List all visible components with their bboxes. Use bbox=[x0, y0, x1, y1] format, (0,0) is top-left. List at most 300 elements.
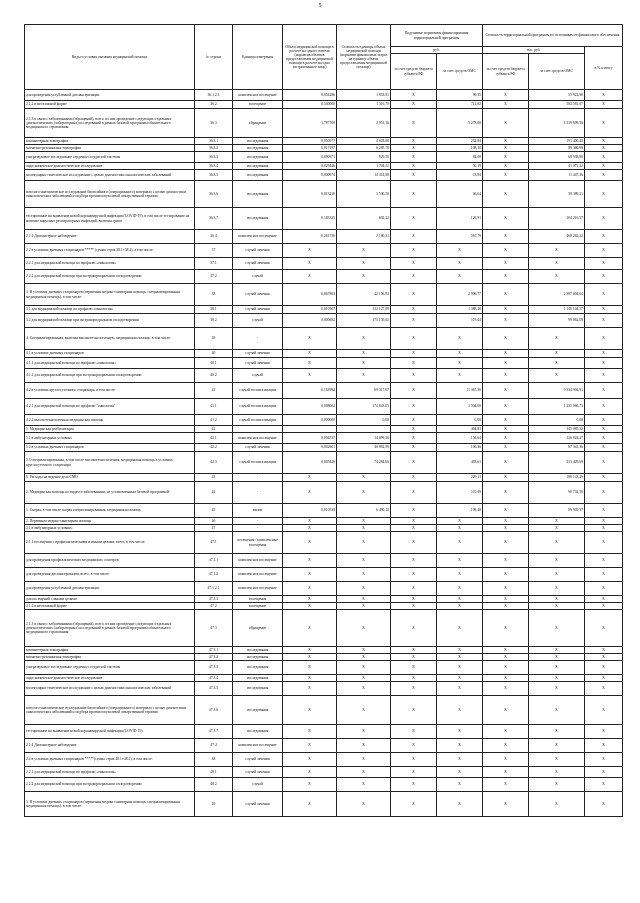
row-volume: X bbox=[283, 767, 337, 778]
row-budget: X bbox=[391, 138, 437, 145]
row-total-budget: X bbox=[483, 753, 529, 767]
row-name: компьютерная томография bbox=[25, 138, 195, 145]
row-unit: случай лечения bbox=[233, 306, 283, 314]
row-name: 2.2.2 для медицинской помощи при экстракорпоральном оплодотворении bbox=[25, 778, 195, 792]
row-pct: X bbox=[585, 675, 623, 682]
row-budget: X bbox=[391, 792, 437, 817]
row-unit: исследования bbox=[233, 208, 283, 230]
row-number: 47.3.6 bbox=[195, 696, 233, 725]
row-pct: X bbox=[585, 163, 623, 170]
row-oms: 110,49 bbox=[437, 482, 483, 504]
row-number: 47.3.3 bbox=[195, 661, 233, 675]
row-pct: X bbox=[585, 582, 623, 596]
row-oms: X bbox=[437, 778, 483, 792]
row-total-oms: 331 429,69 bbox=[529, 452, 585, 474]
row-pct: X bbox=[585, 532, 623, 554]
row-cost: 929,50 bbox=[337, 152, 391, 163]
row-volume: X bbox=[283, 358, 337, 369]
row-pct: X bbox=[585, 328, 623, 350]
row-volume: 0,017197 bbox=[283, 145, 337, 152]
row-total-budget: X bbox=[483, 270, 529, 284]
table-row bbox=[25, 244, 623, 258]
document-page bbox=[24, 24, 622, 817]
row-oms: X bbox=[437, 596, 483, 603]
row-cost: 692,22 bbox=[337, 208, 391, 230]
row-unit: обращение bbox=[233, 109, 283, 138]
row-budget: X bbox=[391, 647, 437, 654]
row-number: 49 bbox=[195, 792, 233, 817]
row-unit: вызов bbox=[233, 504, 283, 518]
row-volume: 0,261736 bbox=[283, 230, 337, 244]
row-cost: X bbox=[337, 554, 391, 568]
table-row bbox=[25, 90, 623, 101]
row-total-oms: X bbox=[529, 753, 585, 767]
row-pct: X bbox=[585, 415, 623, 426]
row-volume: X bbox=[283, 675, 337, 682]
row-oms: X bbox=[437, 603, 483, 610]
row-volume: X bbox=[283, 244, 337, 258]
table-row bbox=[25, 433, 623, 444]
row-cost: X bbox=[337, 244, 391, 258]
header-per-capita: Подушевые нормативы финансирования территориальной программы bbox=[391, 25, 483, 47]
row-cost: 1 704,52 bbox=[337, 163, 391, 170]
row-cost: X bbox=[337, 482, 391, 504]
row-total-oms: X bbox=[529, 270, 585, 284]
table-row bbox=[25, 767, 623, 778]
row-oms: 2 906,77 bbox=[437, 284, 483, 306]
row-unit: посещения / комплексные посещения bbox=[233, 532, 283, 554]
row-oms: X bbox=[437, 610, 483, 647]
row-cost: 14 314,98 bbox=[337, 170, 391, 181]
table-row bbox=[25, 675, 623, 682]
row-volume: 0,010507 bbox=[283, 306, 337, 314]
row-unit: посещение bbox=[233, 101, 283, 109]
page-number: 5 bbox=[318, 3, 322, 9]
row-cost: X bbox=[337, 328, 391, 350]
row-total-oms: X bbox=[529, 350, 585, 358]
table-row bbox=[25, 415, 623, 426]
row-total-budget: X bbox=[483, 767, 529, 778]
row-total-oms: 68 938,80 bbox=[529, 152, 585, 163]
row-cost: 1 316,70 bbox=[337, 101, 391, 109]
row-oms: 229,11 bbox=[437, 474, 483, 482]
row-budget: X bbox=[391, 661, 437, 675]
row-total-budget: X bbox=[483, 383, 529, 399]
row-pct: X bbox=[585, 610, 623, 647]
row-number: 47.1.2.1 bbox=[195, 582, 233, 596]
row-number: 47.1 bbox=[195, 532, 233, 554]
row-budget: X bbox=[391, 270, 437, 284]
row-cost: X bbox=[337, 696, 391, 725]
row-budget: X bbox=[391, 778, 437, 792]
row-total-oms: X bbox=[529, 767, 585, 778]
row-total-oms: 188 143,29 bbox=[529, 474, 585, 482]
row-pct: X bbox=[585, 152, 623, 163]
row-oms: 11 367,36 bbox=[437, 383, 483, 399]
row-cost: 0,00 bbox=[337, 415, 391, 426]
row-total-budget: X bbox=[483, 138, 529, 145]
row-oms: X bbox=[437, 369, 483, 383]
row-cost: 69 317,07 bbox=[337, 383, 391, 399]
row-total-budget: X bbox=[483, 314, 529, 328]
row-unit: случай bbox=[233, 270, 283, 284]
row-total-budget: X bbox=[483, 518, 529, 525]
row-oms: X bbox=[437, 258, 483, 270]
row-total-budget: X bbox=[483, 482, 529, 504]
row-oms: X bbox=[437, 661, 483, 675]
row-total-budget: X bbox=[483, 433, 529, 444]
table-row bbox=[25, 230, 623, 244]
row-oms: 13,94 bbox=[437, 170, 483, 181]
row-oms: X bbox=[437, 554, 483, 568]
row-total-oms: 126 824,27 bbox=[529, 433, 585, 444]
row-volume: 0,540000 bbox=[283, 101, 337, 109]
row-total-oms: X bbox=[529, 358, 585, 369]
row-budget: X bbox=[391, 525, 437, 532]
row-total-budget: X bbox=[483, 258, 529, 270]
row-pct: X bbox=[585, 181, 623, 208]
row-volume: 0,010538 bbox=[283, 504, 337, 518]
row-name: молекулярно-генетическое исследование с целью диагностики онкологических заболеваний bbox=[25, 170, 195, 181]
row-number: 38.2 bbox=[195, 314, 233, 328]
row-volume: X bbox=[283, 647, 337, 654]
table-row bbox=[25, 753, 623, 767]
row-name: 5.3 специализированная, в том числе высокотехнологичная, медицинская помощь в условиях круглосуточного стационара bbox=[25, 452, 195, 474]
row-unit: случай лечения bbox=[233, 358, 283, 369]
row-total-oms: X bbox=[529, 582, 585, 596]
row-number: 47.1.3 bbox=[195, 596, 233, 603]
row-unit: - bbox=[233, 518, 283, 525]
row-unit: случай лечения bbox=[233, 444, 283, 452]
row-cost: 175 155,02 bbox=[337, 314, 391, 328]
table-row bbox=[25, 778, 623, 792]
row-name: для проведения углубленной диспансеризации bbox=[25, 90, 195, 101]
row-total-oms: X bbox=[529, 739, 585, 753]
row-total-budget: X bbox=[483, 532, 529, 554]
row-unit: - bbox=[233, 525, 283, 532]
row-unit: комплексное посещение bbox=[233, 230, 283, 244]
row-number: 36.3.4 bbox=[195, 163, 233, 170]
row-volume: 0,050577 bbox=[283, 138, 337, 145]
row-total-oms: 1 149 104,57 bbox=[529, 306, 585, 314]
row-unit: исследования bbox=[233, 675, 283, 682]
row-pct: X bbox=[585, 369, 623, 383]
row-oms: X bbox=[437, 654, 483, 661]
row-oms: X bbox=[437, 582, 483, 596]
row-budget: X bbox=[391, 474, 437, 482]
row-number: 36.3.5 bbox=[195, 170, 233, 181]
row-total-budget: X bbox=[483, 778, 529, 792]
row-volume: X bbox=[283, 474, 337, 482]
row-total-oms: 2 387 004,64 bbox=[529, 284, 585, 306]
row-oms: X bbox=[437, 792, 483, 817]
row-name: 4.1 в условиях дневных стационаров bbox=[25, 350, 195, 358]
row-unit: - bbox=[233, 474, 283, 482]
row-unit: исследования bbox=[233, 696, 283, 725]
row-oms: X bbox=[437, 358, 483, 369]
row-name: 4.2.1 для медицинской помощи по профилю "онкология" bbox=[25, 399, 195, 415]
row-number: 36.3.2 bbox=[195, 145, 233, 152]
table-row bbox=[25, 350, 623, 358]
row-cost: X bbox=[337, 675, 391, 682]
header-total-oms: за счет средств ОМС bbox=[529, 54, 585, 90]
row-total-budget: X bbox=[483, 452, 529, 474]
row-pct: X bbox=[585, 682, 623, 696]
row-pct: X bbox=[585, 596, 623, 603]
row-total-oms: X bbox=[529, 596, 585, 603]
row-unit: посещения bbox=[233, 596, 283, 603]
table-row bbox=[25, 306, 623, 314]
row-cost: X bbox=[337, 778, 391, 792]
row-number: 37.2 bbox=[195, 270, 233, 284]
row-pct: X bbox=[585, 753, 623, 767]
row-name: 2.2 в условиях дневных стационаров ***** (сумма строк 38.1+38.2), в том числе: bbox=[25, 244, 195, 258]
row-oms: 46,64 bbox=[437, 181, 483, 208]
row-total-budget: X bbox=[483, 230, 529, 244]
row-pct: X bbox=[585, 778, 623, 792]
row-total-budget: X bbox=[483, 109, 529, 138]
row-unit: исследования bbox=[233, 654, 283, 661]
row-budget: X bbox=[391, 109, 437, 138]
row-pct: X bbox=[585, 725, 623, 739]
header-row-no: № строки bbox=[195, 25, 233, 90]
row-total-budget: X bbox=[483, 792, 529, 817]
row-volume: X bbox=[283, 518, 337, 525]
header-total-unit: тыс. руб. bbox=[483, 47, 585, 54]
row-total-oms: 582 581,07 bbox=[529, 101, 585, 109]
row-cost: X bbox=[337, 753, 391, 767]
row-cost: X bbox=[337, 525, 391, 532]
row-budget: X bbox=[391, 90, 437, 101]
row-cost: X bbox=[337, 568, 391, 582]
row-budget: X bbox=[391, 163, 437, 170]
row-number: 48 bbox=[195, 753, 233, 767]
table-row bbox=[25, 383, 623, 399]
row-name: 2.1.3 в связи с заболеваниями (обращений), всего, из них проведение следующих отдельных диагностических (лабораторных) исследований в рамках базовой программы обязательного медицинского страхования: bbox=[25, 610, 195, 647]
row-unit: случай лечения bbox=[233, 350, 283, 358]
row-name: 4.2.2 высокотехнологичная медицинская помощь bbox=[25, 415, 195, 426]
row-number: 48.1 bbox=[195, 767, 233, 778]
row-total-budget: X bbox=[483, 647, 529, 654]
table-row bbox=[25, 145, 623, 152]
row-oms: X bbox=[437, 767, 483, 778]
row-total-budget: X bbox=[483, 426, 529, 433]
table-row bbox=[25, 696, 623, 725]
row-oms: 403,61 bbox=[437, 452, 483, 474]
row-name: 2.1.4 Диспансерное наблюдение bbox=[25, 230, 195, 244]
table-row bbox=[25, 101, 623, 109]
row-volume: 0,000682 bbox=[283, 314, 337, 328]
row-volume: 0,163992 bbox=[283, 383, 337, 399]
row-budget: X bbox=[391, 610, 437, 647]
row-unit: исследования bbox=[233, 661, 283, 675]
row-cost: X bbox=[337, 603, 391, 610]
row-budget: X bbox=[391, 444, 437, 452]
row-budget: X bbox=[391, 582, 437, 596]
row-number: 42.2 bbox=[195, 444, 233, 452]
row-total-oms: 90 732,50 bbox=[529, 482, 585, 504]
row-volume: 0,013210 bbox=[283, 181, 337, 208]
row-volume: 0,002601 bbox=[283, 444, 337, 452]
row-number: 41.2 bbox=[195, 415, 233, 426]
table-row bbox=[25, 258, 623, 270]
row-pct: X bbox=[585, 603, 623, 610]
row-total-oms: X bbox=[529, 258, 585, 270]
row-name: 2.2.1 для медицинской помощи по профилю «онкология» bbox=[25, 767, 195, 778]
table-row bbox=[25, 314, 623, 328]
row-volume: X bbox=[283, 369, 337, 383]
row-unit: комплексное посещение bbox=[233, 90, 283, 101]
row-number: 47.3.2 bbox=[195, 654, 233, 661]
row-total-oms: X bbox=[529, 369, 585, 383]
row-name: 2.1 в амбулаторных условиях: bbox=[25, 525, 195, 532]
row-name: 2.2.1 для медицинской помощи по профилю «онкология» bbox=[25, 258, 195, 270]
row-name: для проведения углубленной диспансеризации bbox=[25, 582, 195, 596]
row-volume: 0,029446 bbox=[283, 163, 337, 170]
row-number: 36.4 bbox=[195, 230, 233, 244]
row-name: 4. Специализированная, включая высокотехнологичную, медицинская помощь, в том числе: bbox=[25, 328, 195, 350]
table-row bbox=[25, 661, 623, 675]
row-total-budget: X bbox=[483, 350, 529, 358]
row-total-oms: X bbox=[529, 244, 585, 258]
row-unit: - bbox=[233, 482, 283, 504]
row-name: 2.1.4 Диспансерное наблюдение bbox=[25, 739, 195, 753]
row-pct: X bbox=[585, 90, 623, 101]
row-name: молекулярно-генетическое исследование с целью диагностики онкологических заболеваний bbox=[25, 682, 195, 696]
row-budget: X bbox=[391, 518, 437, 525]
row-number: 41 bbox=[195, 383, 233, 399]
row-total-budget: X bbox=[483, 661, 529, 675]
row-volume: X bbox=[283, 725, 337, 739]
row-total-budget: X bbox=[483, 181, 529, 208]
row-total-budget: X bbox=[483, 101, 529, 109]
row-number: 47 bbox=[195, 525, 233, 532]
row-name: 3.2 для медицинской помощи при экстракорпоральном оплодотворении bbox=[25, 314, 195, 328]
row-volume: 0,054286 bbox=[283, 90, 337, 101]
row-total-budget: X bbox=[483, 739, 529, 753]
row-name: 3. В условиях дневных стационаров (первичная медико-санитарная помощь, специализированная медицинская помощь), в том числе: bbox=[25, 284, 195, 306]
row-pct: X bbox=[585, 109, 623, 138]
row-total-budget: X bbox=[483, 415, 529, 426]
row-volume: X bbox=[283, 610, 337, 647]
row-budget: X bbox=[391, 725, 437, 739]
row-cost: X bbox=[337, 682, 391, 696]
row-volume: X bbox=[283, 482, 337, 504]
row-total-oms: 99 062,09 bbox=[529, 314, 585, 328]
row-total-oms: 87 341,36 bbox=[529, 444, 585, 452]
row-pct: X bbox=[585, 350, 623, 358]
row-oms: 5 278,08 bbox=[437, 109, 483, 138]
row-total-oms: 9 334 904,91 bbox=[529, 383, 585, 399]
row-budget: X bbox=[391, 568, 437, 582]
table-row bbox=[25, 181, 623, 208]
row-cost: X bbox=[337, 792, 391, 817]
row-number: 36.2 bbox=[195, 101, 233, 109]
row-budget: X bbox=[391, 170, 437, 181]
row-budget: X bbox=[391, 767, 437, 778]
row-pct: X bbox=[585, 101, 623, 109]
row-unit: исследования bbox=[233, 152, 283, 163]
row-total-budget: X bbox=[483, 244, 529, 258]
row-cost: X bbox=[337, 474, 391, 482]
row-number: 38.1 bbox=[195, 306, 233, 314]
row-name: для посещений с иными целями bbox=[25, 596, 195, 603]
row-cost: X bbox=[337, 725, 391, 739]
row-oms: X bbox=[437, 675, 483, 682]
row-total-oms: X bbox=[529, 610, 585, 647]
row-pct: X bbox=[585, 170, 623, 181]
row-total-oms: X bbox=[529, 525, 585, 532]
row-unit: случай лечения bbox=[233, 767, 283, 778]
row-oms: X bbox=[437, 350, 483, 358]
row-oms: X bbox=[437, 244, 483, 258]
row-cost: X bbox=[337, 369, 391, 383]
row-number: 48.2 bbox=[195, 778, 233, 792]
row-total-oms: X bbox=[529, 532, 585, 554]
row-name: компьютерная томография bbox=[25, 647, 195, 654]
row-number: 36.3.1 bbox=[195, 138, 233, 145]
row-total-oms: X bbox=[529, 647, 585, 654]
row-oms: X bbox=[437, 328, 483, 350]
row-number: 42.3 bbox=[195, 452, 233, 474]
row-pct: X bbox=[585, 654, 623, 661]
row-total-oms: X bbox=[529, 778, 585, 792]
row-volume: X bbox=[283, 270, 337, 284]
row-total-budget: X bbox=[483, 145, 529, 152]
row-budget: X bbox=[391, 532, 437, 554]
row-cost: X bbox=[337, 518, 391, 525]
row-unit: случай bbox=[233, 369, 283, 383]
row-total-oms: X bbox=[529, 792, 585, 817]
row-budget: X bbox=[391, 482, 437, 504]
row-oms: X bbox=[437, 739, 483, 753]
row-total-budget: X bbox=[483, 474, 529, 482]
row-oms: X bbox=[437, 725, 483, 739]
row-number: 36.3.7 bbox=[195, 208, 233, 230]
row-unit: случай лечения bbox=[233, 792, 283, 817]
row-unit: - bbox=[233, 328, 283, 350]
table-row bbox=[25, 518, 623, 525]
row-name: для проведения профилактических медицинских осмотров bbox=[25, 554, 195, 568]
row-name: 2.2.2 для медицинской помощи при экстракорпоральном оплодотворении bbox=[25, 270, 195, 284]
row-budget: X bbox=[391, 452, 437, 474]
row-total-budget: X bbox=[483, 603, 529, 610]
row-budget: X bbox=[391, 399, 437, 415]
row-unit: комплексное посещение bbox=[233, 554, 283, 568]
row-cost: 40 892,99 bbox=[337, 444, 391, 452]
row-volume: X bbox=[283, 603, 337, 610]
row-budget: X bbox=[391, 208, 437, 230]
header-unit: Единица измерения bbox=[233, 25, 283, 90]
row-cost: X bbox=[337, 582, 391, 596]
row-unit: исследования bbox=[233, 145, 283, 152]
row-total-oms: 1 235 066,75 bbox=[529, 399, 585, 415]
table-row bbox=[25, 610, 623, 647]
table-row bbox=[25, 532, 623, 554]
row-pct: X bbox=[585, 504, 623, 518]
table-row bbox=[25, 482, 623, 504]
row-pct: X bbox=[585, 145, 623, 152]
row-volume: X bbox=[283, 739, 337, 753]
row-total-oms: 11 447,36 bbox=[529, 170, 585, 181]
table-row bbox=[25, 739, 623, 753]
table-header bbox=[25, 25, 623, 90]
row-name: 2. Медицинская помощь по видам и заболеваниям, не установленным базовой программой: bbox=[25, 482, 195, 504]
row-cost: X bbox=[337, 532, 391, 554]
row-unit: случай лечения bbox=[233, 258, 283, 270]
row-volume: 0,090371 bbox=[283, 152, 337, 163]
row-cost: X bbox=[337, 258, 391, 270]
